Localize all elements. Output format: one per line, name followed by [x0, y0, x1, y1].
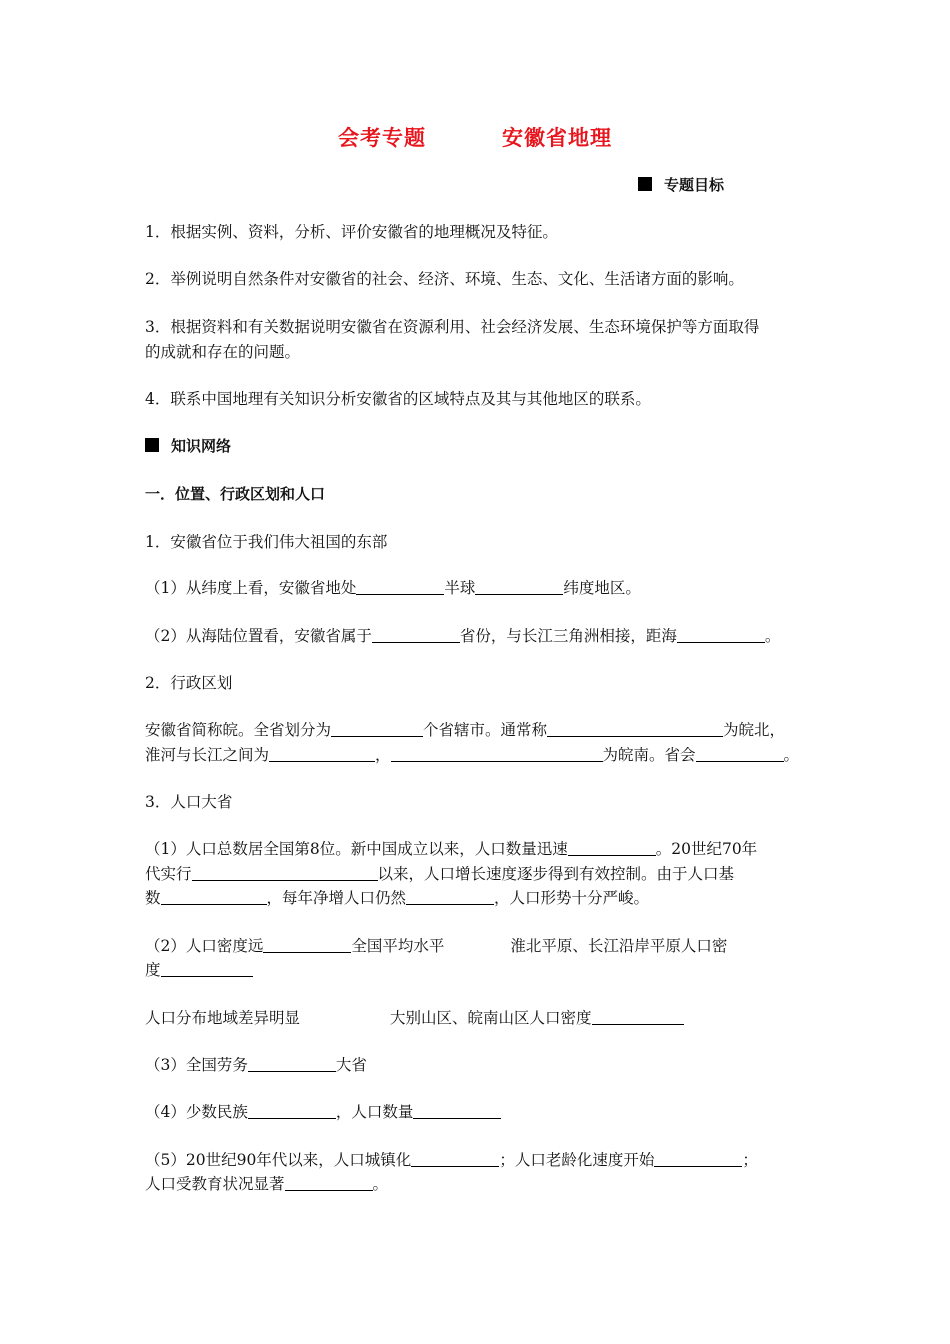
section-heading: 一．位置、行政区划和人口: [145, 485, 326, 503]
network-heading: 知识网络: [145, 434, 815, 458]
subsection-population: 3．人口大省: [145, 793, 233, 811]
blank[interactable]: [547, 720, 723, 737]
blank[interactable]: [411, 1150, 499, 1167]
blank[interactable]: [356, 578, 444, 595]
admin-line-2: 淮河与长江之间为 ， 为皖南。省会 。: [145, 746, 800, 764]
blank[interactable]: [372, 626, 460, 643]
blank[interactable]: [406, 888, 494, 905]
blank[interactable]: [248, 1102, 336, 1119]
goal-item-1: 1．根据实例、资料，分析、评价安徽省的地理概况及特征。: [145, 223, 558, 241]
population-line-1: （1）人口总数居全国第8位。新中国成立以来，人口数量迅速 。20世纪70年: [145, 840, 758, 858]
distribution-line: 人口分布地域差异明显 大别山区、皖南山区人口密度: [145, 1006, 815, 1030]
blank[interactable]: [161, 960, 253, 977]
question-sea-land: （2）从海陆位置看，安徽省属于 省份，与长江三角洲相接，距海 。: [145, 627, 781, 645]
blank[interactable]: [592, 1008, 684, 1025]
blank[interactable]: [285, 1174, 373, 1191]
blank[interactable]: [696, 745, 784, 762]
square-bullet-icon: [145, 438, 159, 452]
page-title: [0, 122, 950, 152]
minority-line: （4）少数民族 ，人口数量: [145, 1100, 815, 1124]
goal-item-3: 3．根据资料和有关数据说明安徽省在资源利用、社会经济发展、生态环境保护等方面取得: [145, 318, 760, 336]
blank[interactable]: [677, 626, 765, 643]
question-latitude: （1）从纬度上看，安徽省地处 半球 纬度地区。: [145, 579, 641, 597]
density-line-2: 度: [145, 958, 815, 982]
urbanization-line-2: 人口受教育状况显著 。: [145, 1175, 389, 1193]
blank[interactable]: [568, 839, 656, 856]
blank[interactable]: [475, 578, 563, 595]
title-right: 安徽省地理: [502, 126, 612, 150]
goal-item-2: 2．举例说明自然条件对安徽省的社会、经济、环境、生态、文化、生活诸方面的影响。: [145, 270, 744, 288]
population-line-3: 数 ，每年净增人口仍然 ，人口形势十分严峻。: [145, 889, 650, 907]
population-line-2: 代实行 以来，人口增长速度逐步得到有效控制。由于人口基: [145, 865, 735, 883]
square-bullet-icon: [638, 177, 652, 191]
subsection-location: 1．安徽省位于我们伟大祖国的东部: [145, 533, 388, 551]
labor-line: （3）全国劳务 大省: [145, 1056, 367, 1074]
blank[interactable]: [192, 864, 378, 881]
blank[interactable]: [161, 888, 267, 905]
subsection-admin: 2．行政区划: [145, 674, 233, 692]
admin-line-1: 安徽省简称皖。全省划分为 个省辖市。通常称 为皖北，: [145, 721, 786, 739]
title-left: 会考专题: [338, 126, 426, 150]
blank[interactable]: [331, 720, 423, 737]
goal-item-4: 4．联系中国地理有关知识分析安徽省的区域特点及其与其他地区的联系。: [145, 390, 651, 408]
blank[interactable]: [269, 745, 375, 762]
blank[interactable]: [391, 745, 603, 762]
urbanization-line-1: （5）20世纪90年代以来，人口城镇化 ；人口老龄化速度开始 ；: [145, 1151, 758, 1169]
blank[interactable]: [263, 936, 351, 953]
blank[interactable]: [413, 1102, 501, 1119]
blank[interactable]: [248, 1055, 336, 1072]
goal-heading: 专题目标: [638, 174, 724, 195]
goal-item-3-cont: 的成就和存在的问题。: [145, 343, 301, 361]
density-line-1: （2）人口密度远 全国平均水平 淮北平原、长江沿岸平原人口密: [145, 937, 728, 955]
blank[interactable]: [654, 1150, 742, 1167]
